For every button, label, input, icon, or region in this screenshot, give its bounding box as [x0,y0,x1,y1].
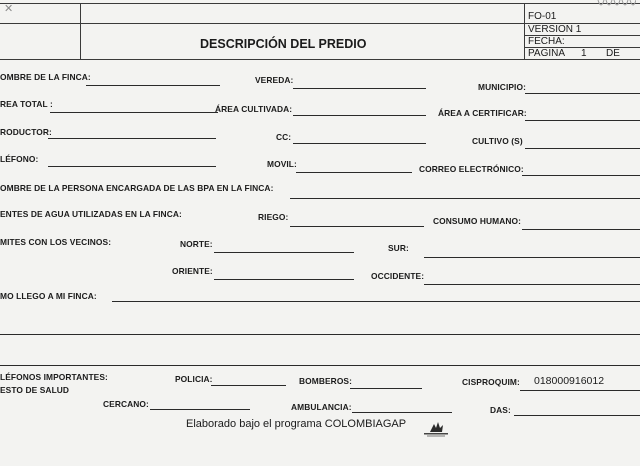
form-code: FO-01 [528,11,557,22]
east-label: ORIENTE: [172,266,213,276]
human-consumption-label: CONSUMO HUMANO: [433,216,522,226]
form-version: VERSION 1 [528,24,582,35]
email-field[interactable] [522,175,640,176]
south-label: SUR: [388,243,409,253]
form-page-of: DE [606,48,620,59]
ambulance-label: AMBULANCIA: [291,402,352,412]
water-sources-label: ENTES DE AGUA UTILIZADAS EN LA FINCA: [0,209,182,219]
municipio-label: MUNICIPIO: [478,82,526,92]
south-field[interactable] [424,257,640,258]
mobile-label: MOVIL: [267,159,297,169]
cc-label: CC: [276,132,292,142]
human-consumption-field[interactable] [522,229,640,230]
police-field[interactable] [211,385,286,386]
crop-field[interactable] [525,148,640,149]
north-label: NORTE: [180,239,213,249]
form-date-label: FECHA: [528,36,565,47]
form-page-label: PAGINA [528,48,566,59]
header-top-border [0,3,640,4]
mobile-field[interactable] [296,172,412,173]
header-inner-border [0,23,524,24]
ambulance-field[interactable] [352,412,452,413]
farm-name-label: OMBRE DE LA FINCA: [0,72,91,82]
firefighters-label: BOMBEROS: [299,376,353,386]
page-title: DESCRIPCIÓN DEL PREDIO [200,37,367,51]
phone-label: LÉFONO: [0,154,39,164]
cisproquim-field[interactable] [520,390,640,391]
producer-label: RODUCTOR: [0,127,52,137]
directions-line-3[interactable] [0,365,640,366]
farm-name-field[interactable] [86,85,220,86]
header-left-divider [80,3,81,59]
vereda-label: VEREDA: [255,75,294,85]
irrigation-label: RIEGO: [258,212,289,222]
health-center-label: ESTO DE SALUD [0,385,70,395]
das-label: DAS: [490,405,511,415]
phone-field[interactable] [48,166,216,167]
important-phones-label: LÉFONOS IMPORTANTES: [0,372,108,382]
area-to-certify-label: ÁREA A CERTIFICAR: [438,108,527,118]
cc-field[interactable] [293,143,426,144]
west-label: OCCIDENTE: [371,271,425,281]
nearby-field[interactable] [150,409,250,410]
cultivated-area-field[interactable] [293,115,426,116]
spiral-binding-icon [596,0,636,18]
east-field[interactable] [214,279,354,280]
vereda-field[interactable] [293,88,426,89]
total-area-label: REA TOTAL : [0,99,53,109]
close-mark-icon: ✕ [4,3,14,15]
west-field[interactable] [424,284,640,285]
cisproquim-value: 018000916012 [534,375,605,387]
directions-line-2[interactable] [0,334,640,335]
municipio-field[interactable] [525,93,640,94]
header-bottom-border [0,59,640,60]
nearby-label: CERCANO: [103,399,149,409]
das-field[interactable] [514,415,640,416]
total-area-field[interactable] [50,112,218,113]
cultivated-area-label: ÁREA CULTIVADA: [215,104,293,114]
crop-label: CULTIVO (S) [472,136,523,146]
colombiagap-logo-icon [420,418,452,438]
bpa-responsible-label: OMBRE DE LA PERSONA ENCARGADA DE LAS BPA EN LA FINCA: [0,183,274,193]
north-field[interactable] [214,252,354,253]
neighbor-boundaries-label: MITES CON LOS VECINOS: [0,237,112,247]
producer-field[interactable] [48,138,216,139]
firefighters-field[interactable] [350,388,422,389]
area-to-certify-field[interactable] [525,120,640,121]
cisproquim-label: CISPROQUIM: [462,377,520,387]
police-label: POLICIA: [175,374,213,384]
directions-label: MO LLEGO A MI FINCA: [0,291,97,301]
directions-field[interactable] [112,301,640,302]
form-page-number: 1 [581,48,587,59]
header-right-divider [524,3,525,59]
irrigation-field[interactable] [290,226,424,227]
footer-text: Elaborado bajo el programa COLOMBIAGAP [186,418,407,430]
email-label: CORREO ELECTRÓNICO: [419,164,524,174]
bpa-responsible-field[interactable] [290,198,640,199]
